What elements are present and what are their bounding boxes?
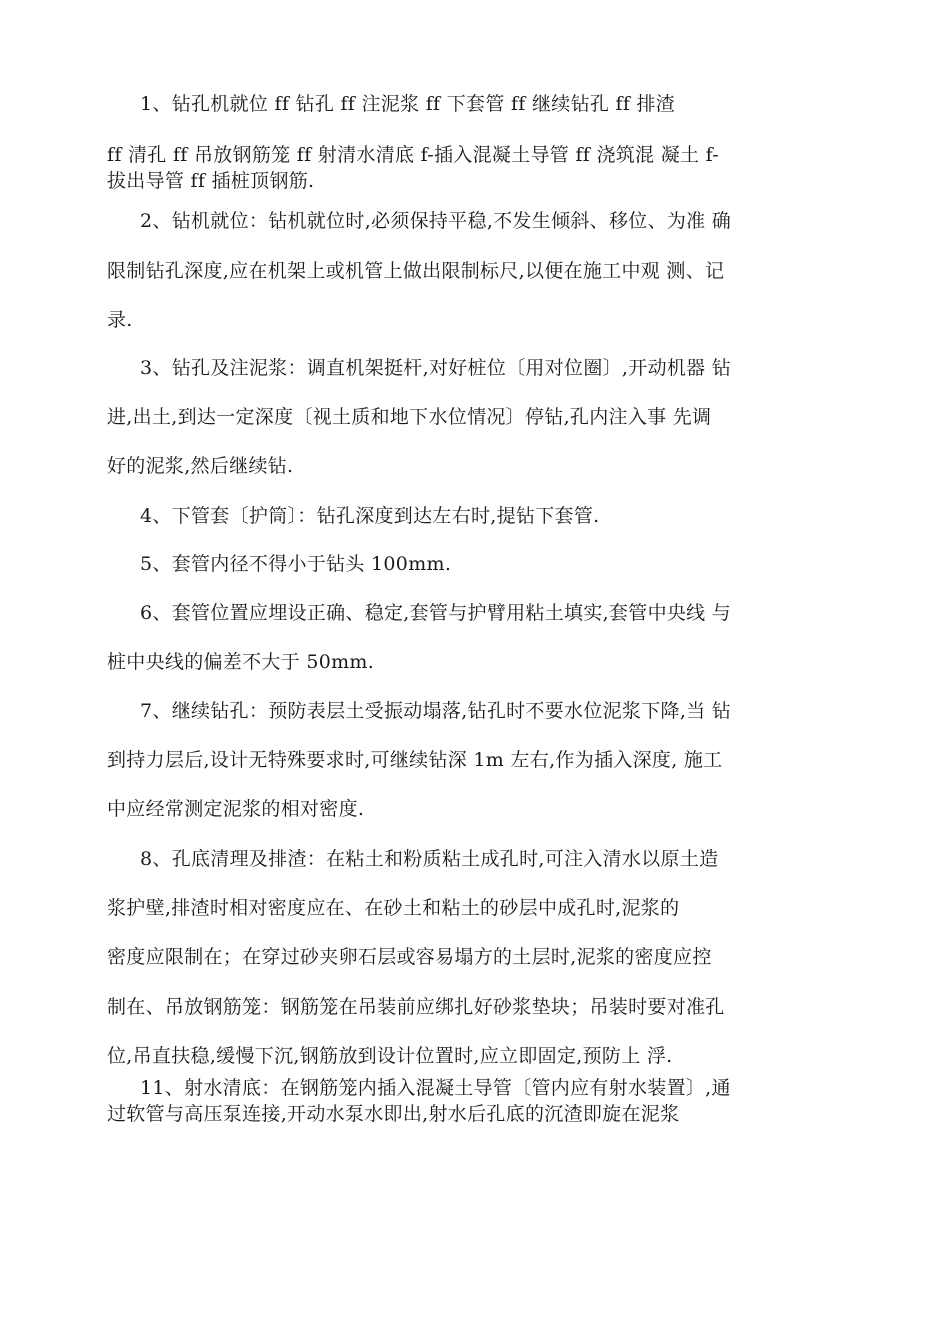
text-line: 进,出土,到达一定深度〔视土质和地下水位情况〕停钻,孔内注入事 先调 xyxy=(107,406,712,428)
text-line: 7、继续钻孔：预防表层土受振动塌落,钻孔时不要水位泥浆下降,当 钻 xyxy=(140,700,732,722)
text-line: 6、套管位置应埋设正确、稳定,套管与护臂用粘土填实,套管中央线 与 xyxy=(140,602,732,624)
text-line: 制在、吊放钢筋笼：钢筋笼在吊装前应绑扎好砂浆垫块；吊装时要对准孔 xyxy=(107,996,725,1018)
text-line: 4、下管套〔护筒〕：钻孔深度到达左右时,提钻下套管. xyxy=(140,505,600,527)
text-line: 2、钻机就位：钻机就位时,必须保持平稳,不发生倾斜、移位、为准 确 xyxy=(140,210,732,232)
text-line: 11、射水清底：在钢筋笼内插入混凝土导管〔管内应有射水装置〕,通 xyxy=(140,1077,731,1099)
text-line: 好的泥浆,然后继续钻. xyxy=(107,455,294,477)
text-line: 3、钻孔及注泥浆：调直机架挺杆,对好桩位〔用对位圈〕,开动机器 钻 xyxy=(140,357,732,379)
text-line: 到持力层后,设计无特殊要求时,可继续钻深 1m 左右,作为插入深度, 施工 xyxy=(107,749,723,771)
text-line: 1、钻孔机就位 ff 钻孔 ff 注泥浆 ff 下套管 ff 继续钻孔 ff 排渣 xyxy=(140,93,676,115)
text-line: 限制钻孔深度,应在机架上或机管上做出限制标尺,以便在施工中观 测、记 xyxy=(107,260,725,282)
text-line: 浆护壁,排渣时相对密度应在、在砂土和粘土的砂层中成孔时,泥浆的 xyxy=(107,897,680,919)
text-line: 桩中央线的偏差不大于 50mm. xyxy=(107,651,375,673)
text-line: 拔出导管 ff 插桩顶钢筋. xyxy=(107,170,315,192)
text-line: ff 清孔 ff 吊放钢筋笼 ff 射清水清底 f-插入混凝土导管 ff 浇筑混 凝土 f- xyxy=(107,144,720,166)
text-line: 中应经常测定泥浆的相对密度. xyxy=(107,798,365,820)
text-line: 过软管与高压泵连接,开动水泵水即出,射水后孔底的沉渣即旋在泥浆 xyxy=(107,1103,680,1125)
text-line: 录. xyxy=(107,309,133,331)
text-line: 位,吊直扶稳,缓慢下沉,钢筋放到设计位置时,应立即固定,预防上 浮. xyxy=(107,1045,673,1067)
text-line: 5、套管内径不得小于钻头 100mm. xyxy=(140,553,452,575)
text-line: 密度应限制在；在穿过砂夹卵石层或容易塌方的土层时,泥浆的密度应控 xyxy=(107,946,712,968)
text-line: 8、孔底清理及排渣：在粘土和粉质粘土成孔时,可注入清水以原土造 xyxy=(140,848,719,870)
